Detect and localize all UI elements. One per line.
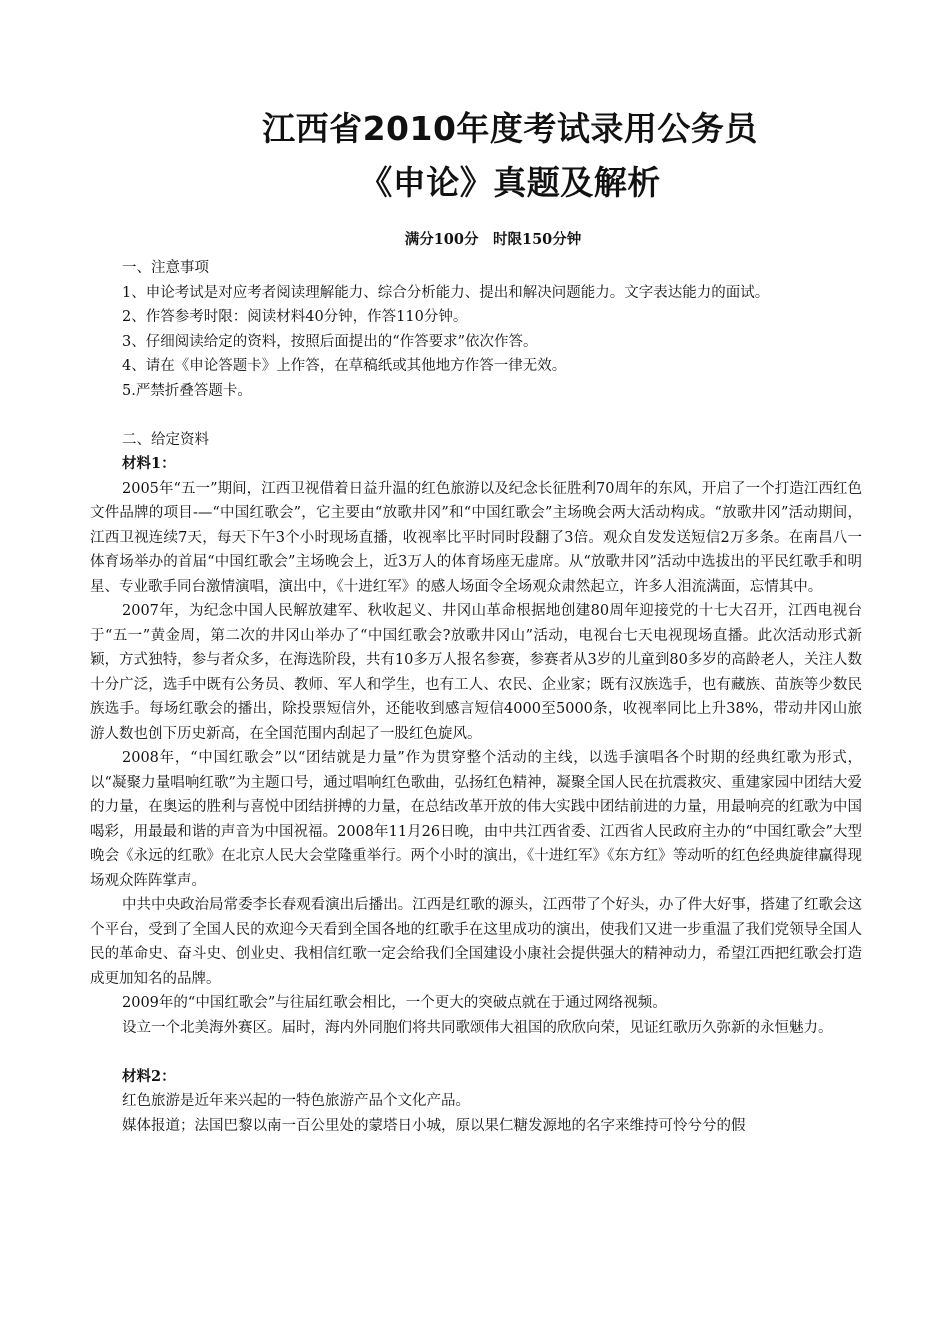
title-line-2: 《申论》真题及解析 — [359, 163, 661, 202]
material-1-label: 材料1： — [122, 455, 176, 472]
notice-heading: 一、注意事项 — [122, 260, 209, 276]
notice-item: 1、申论考试是对应考者阅读理解能力、综合分析能力、提出和解决问题能力。文字表达能力的面试。 — [122, 284, 770, 301]
material-1-paragraph: 设立一个北美海外赛区。届时，海内外同胞们将共同歌颂伟大祖国的欣欣向荣，见证红歌历久弥新的永恒魅力。 — [122, 1019, 833, 1036]
notice-item: 5.严禁折叠答题卡。 — [122, 382, 252, 399]
material-2-label: 材料2： — [122, 1067, 176, 1085]
materials-heading: 二、给定资料 — [122, 431, 209, 448]
material-1-paragraph: 中共中央政治局常委李长春观看演出后播出。江西是红歌的源头，江西带了个好头，办了件大好事，搭建了红歌会这个平台，受到了全国人民的欢迎今天看到全国各地的红歌手在这里成功的演出，使我们又进一步重温了我们党领导全国人民的革命史、奋斗史、创业史、我相信红歌一定会给我们全国建设小康社会提供强大的精神动力，希望江西把红歌会打造成更加知名的品牌。 — [90, 897, 862, 987]
notice-item: 4、请在《申论答题卡》上作答，在草稿纸或其他地方作答一律无效。 — [122, 358, 567, 374]
title-line-1: 江西省2010年度考试录用公务员 — [262, 109, 758, 148]
spacer — [90, 1040, 862, 1065]
score-time-line: 满分100分 时限150分钟 — [404, 231, 582, 248]
document-body — [90, 256, 862, 1138]
material-2-line: 红色旅游是近年来兴起的一特色旅游产品个文化产品。 — [122, 1093, 470, 1109]
material-1-paragraph: 2008年，“中国红歌会”以“团结就是力量”作为贯穿整个活动的主线，以选手演唱各个时期的经典红歌为形式，以“凝聚力量唱响红歌”为主题口号，通过唱响红色歌曲，弘扬红色精神，凝聚全国人民在抗震救灾、重建家园中团结大爱的力量，在奥运的胜利与喜悦中团结拼搏的力量，在总结改革开放的伟大实践中团结前进的力量，用最响亮的红歌为中国喝彩，用最最和谐的声音为中国祝福。2008年11月26日晚，由中共江西省委、江西省人民政府主办的“中国红歌会”大型晚会《永远的红歌》在北京人民大会堂隆重举行。两个小时的演出，《十进红军》《东方红》等动听的红色经典旋律赢得现场观众阵阵掌声。 — [90, 750, 862, 889]
spacer — [90, 403, 862, 428]
notice-item: 3、仔细阅读给定的资料，按照后面提出的“作答要求”依次作答。 — [122, 333, 538, 350]
material-1-paragraph: 2007年，为纪念中国人民解放建军、秋收起义、井冈山革命根据地创建80周年迎接党的十七大召开，江西电视台于“五一”黄金周，第二次的井冈山举办了“中国红歌会?放歌井冈山”活动，电视台七天电视现场直播。此次活动形式新颖，方式独特，参与者众多，在海选阶段，共有10多万人报名参赛，参赛者从3岁的儿童到80多岁的高龄老人，关注人数十分广泛，选手中既有公务员、教师、军人和学生，也有工人、农民、企业家；既有汉族选手，也有藏族、苗族等少数民族选手。每场红歌会的播出，除投票短信外，还能收到感言短信4000至5000条，收视率同比上升38%，带动井冈山旅游人数也创下历史新高，在全国范围内刮起了一股红色旋风。 — [90, 603, 862, 742]
material-1-paragraph: 2009年的“中国红歌会”与往届红歌会相比，一个更大的突破点就在于通过网络视频。 — [122, 995, 667, 1011]
notice-item: 2、作答参考时限：阅读材料40分钟，作答110分钟。 — [122, 309, 468, 325]
material-1-paragraph: 2005年“五一”期间，江西卫视借着日益升温的红色旅游以及纪念长征胜利70周年的东风，开启了一个打造江西红色文件品牌的项目-—“中国红歌会”，它主要由“放歌井冈”和“中国红歌会”主场晚会两大活动构成。“放歌井冈”活动期间，江西卫视连续7天，每天下午3个小时现场直播，收视率比平时同时段翻了3倍。观众自发发送短信2万多条。在南昌八一体育场举办的首届“中国红歌会”主场晚会上，近3万人的体育场座无虚席。从“放歌井冈”活动中选拔出的平民红歌手和明星、专业歌手同台激情演唱，演出中，《十进红军》的感人场面令全场观众肃然起立，许多人泪流满面，忘情其中。 — [90, 480, 862, 595]
material-2-line: 媒体报道；法国巴黎以南一百公里处的蒙塔日小城，原以果仁糖发源地的名字来维持可怜兮兮的假 — [122, 1117, 746, 1134]
